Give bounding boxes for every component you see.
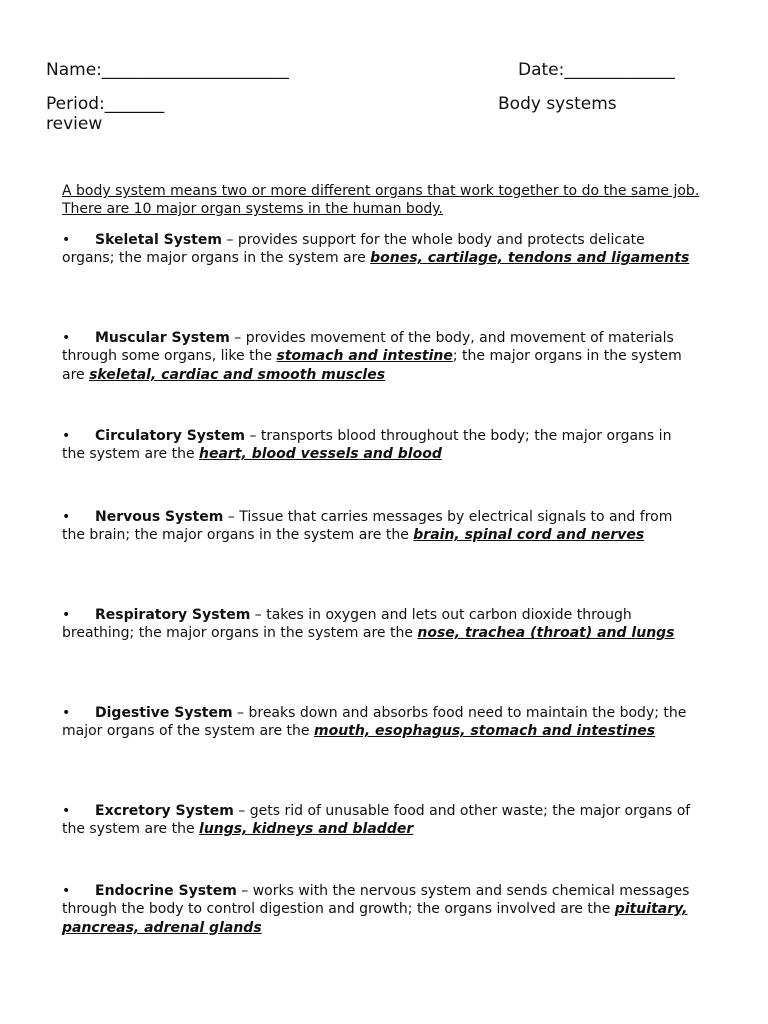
system-name: Muscular System bbox=[95, 330, 230, 346]
system-name: Skeletal System bbox=[95, 232, 222, 248]
system-description: – provides support for the whole body and protects delicate organs; the major organs in the system are bbox=[62, 232, 645, 267]
bullet: • bbox=[62, 330, 71, 346]
date-field-label: Date:_____________ bbox=[518, 60, 675, 80]
list-item bbox=[62, 606, 694, 643]
list-item bbox=[62, 882, 694, 937]
bullet: • bbox=[62, 883, 71, 899]
system-description: – works with the nervous system and sends chemical messages through the body to control digestion and growth; the organs involved are the bbox=[62, 883, 690, 918]
list-item bbox=[62, 231, 694, 268]
system-organs: bones, cartilage, tendons and ligaments bbox=[370, 250, 690, 267]
system-name: Nervous System bbox=[95, 509, 224, 525]
system-name: Excretory System bbox=[95, 803, 234, 819]
system-description: – Tissue that carries messages by electrical signals to and from the brain; the major organs in the system are the bbox=[62, 509, 673, 544]
page-title-continued: review bbox=[46, 114, 103, 134]
page-title: Body systems bbox=[498, 94, 617, 114]
system-description: – takes in oxygen and lets out carbon dioxide through breathing; the major organs in the system are the bbox=[62, 607, 632, 642]
bullet: • bbox=[62, 803, 71, 819]
bullet: • bbox=[62, 428, 71, 444]
system-organs: skeletal, cardiac and smooth muscles bbox=[89, 366, 386, 383]
bullet: • bbox=[62, 509, 71, 525]
system-organs-inline: stomach and intestine bbox=[276, 348, 453, 365]
list-item bbox=[62, 802, 694, 839]
system-description: – gets rid of unusable food and other waste; the major organs of the system are the bbox=[62, 803, 691, 838]
system-name: Digestive System bbox=[95, 705, 233, 721]
system-description: – provides movement of the body, and movement of materials through some organs, like the bbox=[62, 330, 674, 365]
system-organs: nose, trachea (throat) and lungs bbox=[417, 625, 675, 642]
system-description-continued: ; the major organs in the system are bbox=[62, 348, 682, 383]
list-item bbox=[62, 704, 694, 741]
system-description: – transports blood throughout the body; the major organs in the system are the bbox=[62, 428, 672, 463]
system-name: Respiratory System bbox=[95, 607, 251, 623]
list-item bbox=[62, 508, 694, 545]
list-item bbox=[62, 427, 694, 464]
bullet: • bbox=[62, 232, 71, 248]
system-description: – breaks down and absorbs food need to maintain the body; the major organs of the system are the bbox=[62, 705, 687, 740]
system-name: Circulatory System bbox=[95, 428, 246, 444]
intro-paragraph: A body system means two or more different organs that work together to do the same job. There are 10 major organ systems in the human body. bbox=[62, 183, 700, 217]
system-organs: brain, spinal cord and nerves bbox=[413, 527, 645, 544]
system-organs: pituitary, pancreas, adrenal glands bbox=[62, 901, 688, 936]
name-field-label: Name:______________________ bbox=[46, 60, 289, 80]
period-field-label: Period:_______ bbox=[46, 94, 165, 114]
bullet: • bbox=[62, 607, 71, 623]
list-item bbox=[62, 329, 694, 384]
bullet: • bbox=[62, 705, 71, 721]
system-organs: mouth, esophagus, stomach and intestines bbox=[314, 723, 656, 740]
system-organs: lungs, kidneys and bladder bbox=[199, 821, 414, 838]
system-name: Endocrine System bbox=[95, 883, 237, 899]
system-organs: heart, blood vessels and blood bbox=[199, 446, 442, 463]
